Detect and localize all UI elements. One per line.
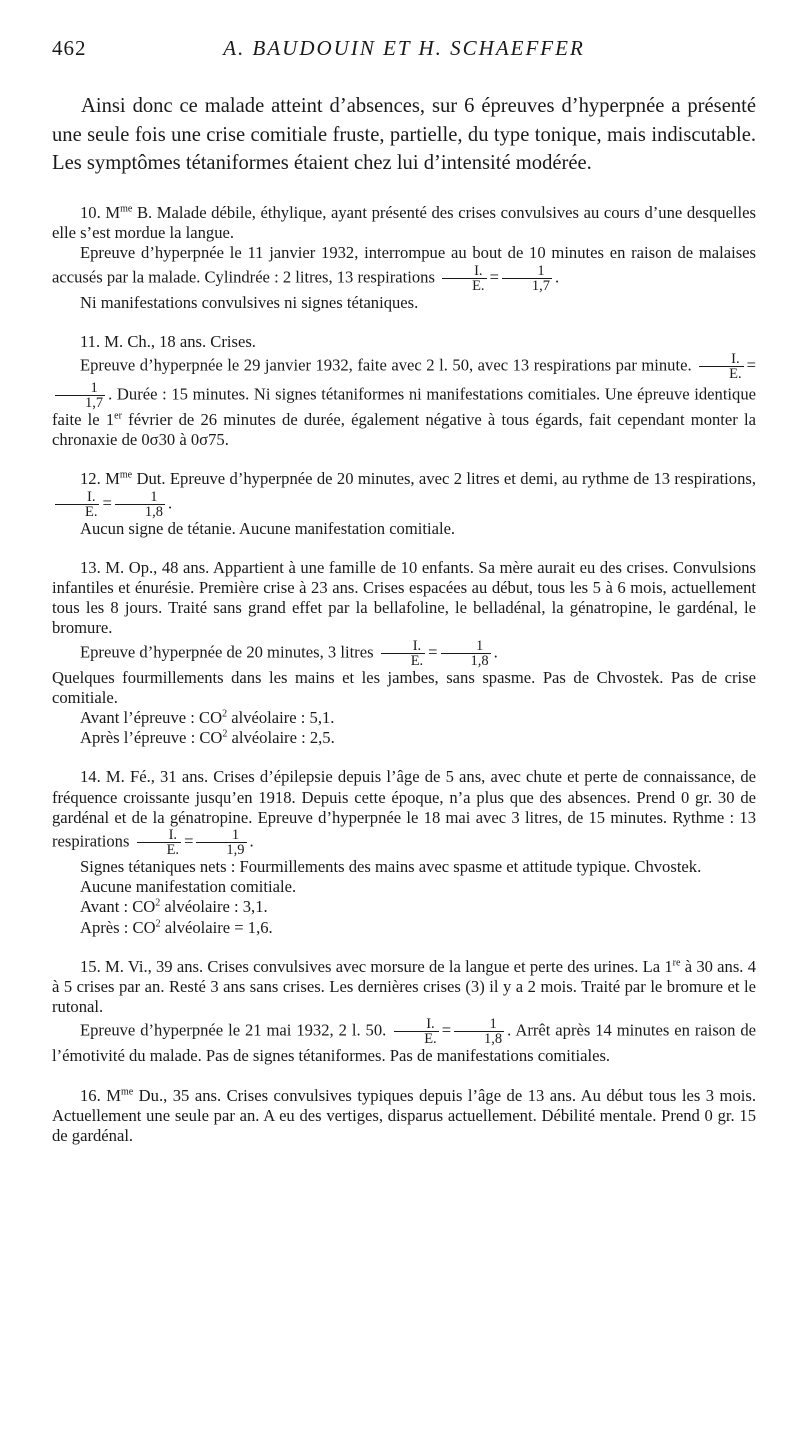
case-13-before: Avant l’épreuve : $CO^2$ alvéolaire : 5,1. (80, 708, 335, 728)
case-14-before: Avant : $CO^2$ alvéolaire : 3,1. (80, 897, 268, 917)
case-14-observation: Signes tétaniques nets : Fourmillements des mains avec spasme et attitude typique. Chvostek. (80, 857, 702, 877)
case-14-after: Après : $CO^2$ alvéolaire = 1,6. (80, 917, 273, 937)
case-10-result: Ni manifestations convulsives ni signes tétaniques. (80, 292, 419, 312)
ratio-fraction: $\frac{I.}{E.}$ (137, 828, 181, 857)
case-13-heading: 13. M. Op., 48 ans. Appartient à une famille de 10 enfants. Sa mère aurait eu des crises. Convulsions infantiles et énurésie. Première crise à 23 ans. Crises espacées au début, tous les 5 à 6 mois, actuellement tous les 8 jours. Traité sans grand effet par la bellafoline, le belladénal, la génatropine, le gardénal, le bromure. (52, 557, 756, 638)
case-10-heading: 10. $M^{me}$ B. Malade débile, éthylique, ayant présenté des crises convulsives au cours d’une desquelles elle s’est mordue la langue. (52, 203, 756, 243)
case-16-heading: 16. $M^{me}$ Du., 35 ans. Crises convulsives typiques depuis l’âge de 13 ans. Au début tous les 3 mois. Actuellement une seule par an. A eu des vertiges, disparus actuellement. Débilité mentale. Prend 0 gr. 15 de gardénal. (52, 1085, 756, 1146)
case-11-test: Epreuve d’hyperpnée le 29 janvier 1932, faite avec 2 l. 50, avec 13 respirations par minute. $\frac{I.}{E.}$ = $\frac{1}{1,7}$ . Durée : 15 minutes. Ni signes tétaniformes ni manifestations comitiales. Une épreuve identique faite le 1er février de 26 minutes de durée, également négative à tous égards, fait cependant monter la chronaxie de 0σ30 à 0σ75. (52, 351, 756, 450)
case-14 (52, 767, 756, 937)
case-15 (52, 957, 756, 1067)
ratio-fraction: $\frac{I.}{E.}$ (442, 264, 486, 293)
case-14-none: Aucune manifestation comitiale. (80, 877, 297, 897)
value-fraction: $\frac{1}{1,8}$ (115, 490, 165, 519)
case-15-heading: 15. M. Vi., 39 ans. Crises convulsives avec morsure de la langue et perte des urines. La 1re à 30 ans. 4 à 5 crises par an. Resté 3 ans sans crises. Les dernières crises (3) il y a 2 mois. Traité par le bromure et le rutonal. (52, 956, 756, 1017)
case-11 (52, 332, 756, 451)
case-15-test: Epreuve d’hyperpnée le 21 mai 1932, 2 l. 50. $\frac{I.}{E.}$ = $\frac{1}{1,8}$ . Arrêt après 14 minutes en raison de l’émotivité du malade. Pas de signes tétaniformes. Pas de manifestations comitiales. (52, 1016, 756, 1066)
ratio-fraction: $\frac{I.}{E.}$ (394, 1017, 438, 1046)
running-title: A. BAUDOUIN ET H. SCHAEFFER (223, 36, 585, 60)
case-11-heading: 11. M. Ch., 18 ans. Crises. (80, 331, 256, 351)
ratio-fraction: $\frac{I.}{E.}$ (381, 639, 425, 668)
case-13-test: Epreuve d’hyperpnée de 20 minutes, 3 litres $\frac{I.}{E.}$ = $\frac{1}{1,8}$ . (80, 637, 498, 669)
case-13-after: Après l’épreuve : $CO^2$ alvéolaire : 2,5. (80, 728, 335, 748)
case-10 (52, 203, 756, 313)
intro-paragraph (52, 92, 756, 178)
case-13 (52, 558, 756, 749)
intro-text: Ainsi donc ce malade atteint d’absences, sur 6 épreuves d’hyperpnée a présenté une seule fois une crise comitiale fruste, partielle, du type tonique, mais indiscutable. Les symptômes tétaniformes étaient chez lui d’intensité modérée. (52, 95, 756, 174)
value-fraction: $\frac{1}{1,8}$ (454, 1017, 504, 1046)
case-12-result: Aucun signe de tétanie. Aucune manifestation comitiale. (80, 518, 456, 538)
value-fraction: $\frac{1}{1,9}$ (196, 828, 246, 857)
case-list (52, 203, 756, 1165)
case-12 (52, 469, 756, 538)
ratio-fraction: $\frac{I.}{E.}$ (55, 490, 99, 519)
page-number: 462 (52, 36, 87, 60)
page-header (52, 36, 756, 66)
case-10-test: Epreuve d’hyperpnée le 11 janvier 1932, interrompue au bout de 10 minutes en raison de malaises accusés par la malade. Cylindrée : 2 litres, 13 respirations $\frac{I.}{E.}$ = $\frac{1}{1,7}$ . (52, 243, 756, 294)
case-16 (52, 1086, 756, 1147)
ratio-fraction: $\frac{I.}{E.}$ (699, 352, 743, 381)
case-14-heading: 14. M. Fé., 31 ans. Crises d’épilepsie depuis l’âge de 5 ans, avec chute et perte de connaissance, de fréquence croissante jusqu’en 1918. Depuis cette époque, n’a plus que des absences. Prend 0 gr. 30 de gardénal et de la génatropine. Epreuve d’hyperpnée le 18 mai avec 3 litres, de 15 minutes. Rythme : 13 respirations $\frac{I.}{E.}$ = $\frac{1}{1,9}$ . (52, 767, 756, 859)
value-fraction: $\frac{1}{1,7}$ (502, 264, 552, 293)
value-fraction: $\frac{1}{1,8}$ (441, 639, 491, 668)
case-13-observation: Quelques fourmillements dans les mains et les jambes, sans spasme. Pas de Chvostek. Pas de crise comitiale. (52, 667, 756, 707)
value-fraction: $\frac{1}{1,7}$ (55, 381, 105, 410)
case-12-heading: 12. $M^{me}$ Dut. Epreuve d’hyperpnée de 20 minutes, avec 2 litres et demi, au rythme de 13 respirations, $\frac{I.}{E.}$ = $\frac{1}{1,8}$ . (52, 469, 756, 518)
